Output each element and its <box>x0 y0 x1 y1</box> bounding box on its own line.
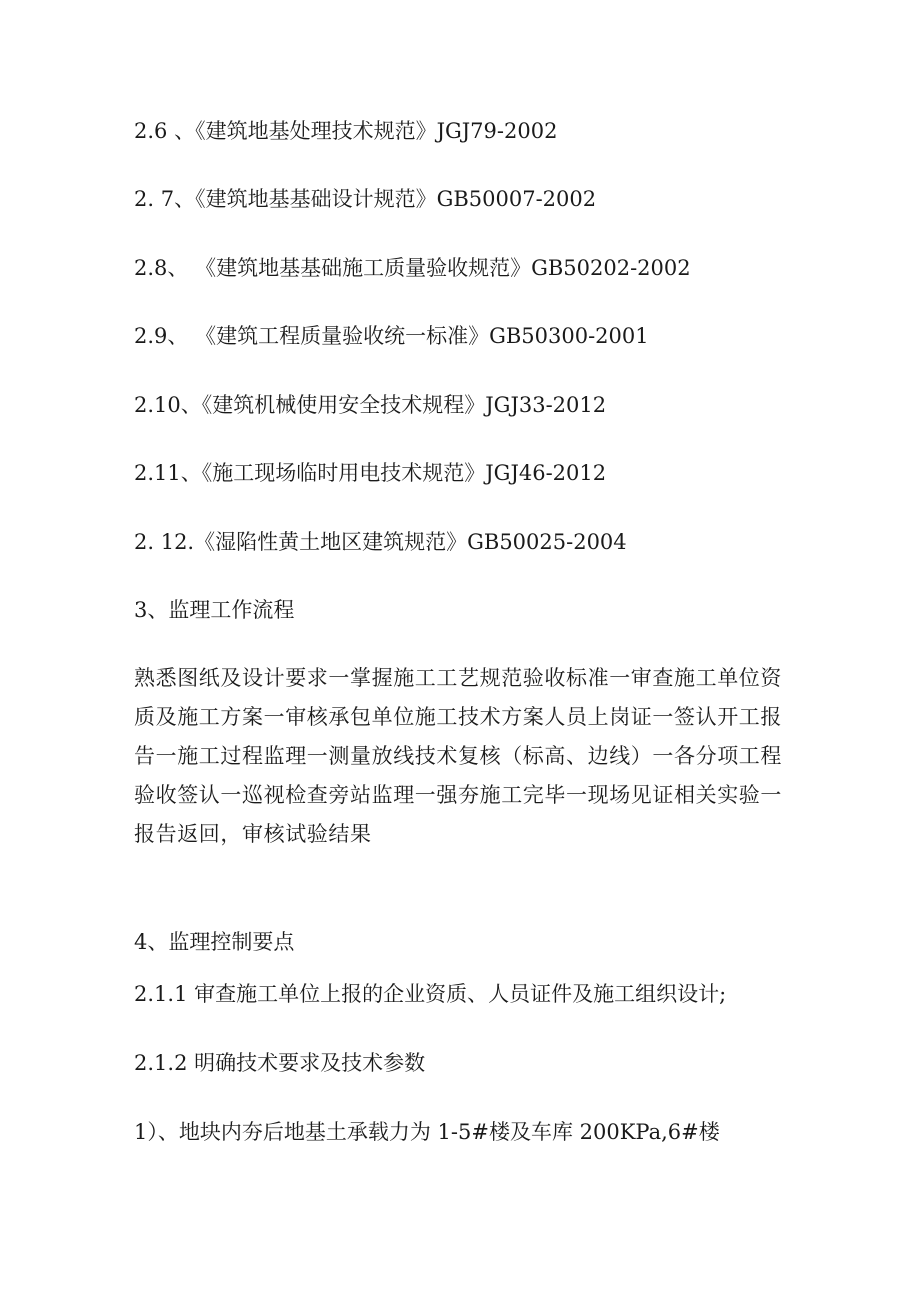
item-1: 1）、地块内夯后地基土承载力为 1-5#楼及车库 200KPa,6#楼 <box>134 1120 720 1144</box>
reference-2-12: 2. 12.《湿陷性黄土地区建筑规范》GB50025-2004 <box>134 530 627 554</box>
section-4-heading: 4、监理控制要点 <box>134 930 295 954</box>
section-3-heading: 3、监理工作流程 <box>134 598 295 622</box>
reference-2-11: 2.11、《施工现场临时用电技术规范》JGJ46-2012 <box>134 461 607 485</box>
item-2-1-1: 2.1.1 审查施工单位上报的企业资质、人员证件及施工组织设计; <box>134 982 727 1006</box>
reference-2-10: 2.10、《建筑机械使用安全技术规程》JGJ33-2012 <box>134 393 607 417</box>
workflow-paragraph: 熟悉图纸及设计要求一掌握施工工艺规范验收标准一审查施工单位资质及施工方案一审核承包单位施工技术方案人员上岗证一签认开工报告一施工过程监理一测量放线技术复核（标高、边线）一各分项工程验收签认一巡视检查旁站监理一强夯施工完毕一现场见证相关实验一报告返回，审核试验结果 <box>134 666 782 846</box>
reference-2-6: 2.6 、《建筑地基处理技术规范》JGJ79-2002 <box>134 119 558 143</box>
reference-2-8: 2.8、 《建筑地基基础施工质量验收规范》GB50202-2002 <box>134 256 691 280</box>
item-2-1-2: 2.1.2 明确技术要求及技术参数 <box>134 1051 426 1075</box>
reference-2-9: 2.9、 《建筑工程质量验收统一标准》GB50300-2001 <box>134 324 649 348</box>
reference-2-7: 2. 7、《建筑地基基础设计规范》GB50007-2002 <box>134 187 597 211</box>
